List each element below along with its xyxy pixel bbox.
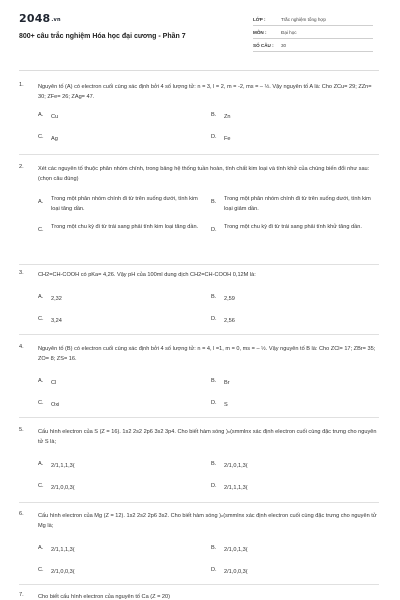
option-b[interactable] — [211, 545, 248, 555]
option-letter: A. — [38, 378, 44, 384]
option-letter: B. — [211, 461, 217, 467]
option-text: Cu — [51, 114, 59, 120]
question-number: 7. — [19, 592, 24, 598]
meta-row-subject — [253, 26, 373, 39]
option-c[interactable] — [38, 134, 58, 144]
logo-suffix: .vn — [51, 17, 61, 23]
meta-key: SỐ CÂU : — [253, 42, 274, 48]
option-b[interactable] — [211, 378, 230, 388]
option-d[interactable] — [211, 134, 231, 144]
option-text: 2/1,1,1,3( — [51, 463, 75, 469]
meta-value: 30 — [281, 42, 287, 48]
meta-key: LỚP : — [253, 16, 266, 22]
option-text: Trong một chu kỳ đi từ trái sang phải tính khử tăng dần. — [224, 224, 362, 230]
option-text: 2/1,0,0,3( — [51, 485, 75, 491]
option-d[interactable] — [211, 400, 228, 410]
question-separator — [19, 264, 379, 265]
option-text: 3,24 — [51, 318, 62, 324]
option-letter: C. — [38, 227, 44, 233]
question-text: Xét các nguyên tố thuộc phân nhóm chính, trong bảng hệ thống tuần hoàn, tính chất kim loại và tính khử của chúng biến đổi như sau: (chọn câu đúng) — [38, 166, 370, 182]
question-5 — [19, 427, 379, 491]
option-text: Trong một chu kỳ đi từ trái sang phải tính kim loại tăng dần. — [51, 224, 199, 230]
option-letter: C. — [38, 483, 44, 489]
option-letter: D. — [211, 316, 217, 322]
option-a[interactable] — [38, 294, 62, 304]
option-text: 2/1,1,1,3( — [51, 547, 75, 553]
document-title: 800+ câu trắc nghiệm Hóa học đại cương - Phần 7 — [19, 33, 186, 40]
meta-value: Đại học — [281, 29, 297, 35]
question-separator — [19, 154, 379, 155]
option-d[interactable] — [211, 567, 248, 577]
option-text: Br — [224, 380, 230, 386]
options — [38, 531, 379, 575]
logo-text: 2048 — [19, 12, 51, 25]
option-text: Oxi — [51, 402, 60, 408]
option-letter: C. — [38, 316, 44, 322]
option-text: Trong một phân nhóm chính đi từ trên xuống dưới, tính kim loại giảm dần. — [224, 196, 371, 212]
option-letter: D. — [211, 227, 217, 233]
options — [38, 364, 379, 408]
question-number: 5. — [19, 427, 24, 433]
option-text: 2/1,0,0,3( — [224, 569, 248, 575]
option-c[interactable] — [38, 400, 59, 410]
question-number: 3. — [19, 270, 24, 276]
option-d[interactable] — [211, 316, 235, 326]
question-3 — [19, 270, 379, 324]
option-c[interactable] — [38, 483, 75, 493]
question-2 — [19, 164, 379, 244]
option-text: 2/1,0,1,3( — [224, 547, 248, 553]
option-a[interactable] — [38, 378, 56, 388]
option-letter: B. — [211, 545, 217, 551]
question-separator — [19, 502, 379, 503]
option-letter: C. — [38, 134, 44, 140]
option-c[interactable] — [38, 316, 62, 326]
options — [38, 184, 379, 244]
option-text: Fe — [224, 136, 231, 142]
options — [38, 102, 379, 146]
option-text: 2/1,0,0,3( — [51, 569, 75, 575]
option-text: Trong một phân nhóm chính đi từ trên xuống dưới, tính kim loại tăng dần. — [51, 196, 198, 212]
option-c[interactable] — [38, 567, 75, 577]
question-text: Nguyên tố (A) có electron cuối cùng xác định bởi 4 số lượng tử: n = 3, l = 2, m = -2, ms = – ½. Vậy nguyên tố A là: Cho ZCu= 29; ZZn= 30; ZFe= 26; ZAg= 47. — [38, 84, 372, 100]
option-a[interactable] — [38, 545, 75, 555]
option-letter: A. — [38, 545, 44, 551]
option-text: Zn — [224, 114, 231, 120]
question-4 — [19, 344, 379, 408]
question-number: 2. — [19, 164, 24, 170]
question-7 — [19, 592, 379, 600]
option-letter: D. — [211, 483, 217, 489]
question-1 — [19, 82, 379, 146]
option-letter: B. — [211, 378, 217, 384]
option-c[interactable] — [38, 222, 203, 233]
options — [38, 447, 379, 491]
option-b[interactable] — [211, 294, 235, 304]
option-text: 2,32 — [51, 296, 62, 302]
question-6 — [19, 511, 379, 575]
option-letter: A. — [38, 112, 44, 118]
option-b[interactable] — [211, 112, 231, 122]
option-d[interactable] — [211, 483, 248, 493]
question-separator — [19, 584, 379, 585]
option-letter: D. — [211, 134, 217, 140]
meta-value: Trắc nghiệm tổng hợp — [281, 16, 326, 22]
option-b[interactable] — [211, 461, 248, 471]
question-text: CH2=CH-COOH có pKa= 4,26. Vậy pH của 100ml dung dịch CH2=CH-COOH 0,12M là: — [38, 272, 256, 278]
question-text: Cấu hình electron của S (Z = 16). 1s2 2s2 2p6 3s2 3p4. Cho biết hàm sóng )ₙ(smmlnx xác định electron cuối cùng đặc trưng cho nguyên tử S là; — [38, 429, 377, 445]
header-divider — [19, 70, 379, 71]
option-letter: D. — [211, 567, 217, 573]
question-separator — [19, 417, 379, 418]
question-text: Cấu hình electron của Mg (Z = 12). 1s2 2s2 2p6 3s2. Cho biết hàm sóng )ₙ(smmlnx xác định electron cuối cùng đặc trưng cho nguyên tử Mg là; — [38, 513, 377, 529]
option-letter: B. — [211, 112, 217, 118]
option-letter: A. — [38, 461, 44, 467]
option-letter: B. — [211, 199, 217, 205]
option-letter: C. — [38, 400, 44, 406]
option-a[interactable] — [38, 461, 75, 471]
question-number: 4. — [19, 344, 24, 350]
option-a[interactable] — [38, 194, 203, 214]
question-separator — [19, 334, 379, 335]
option-text: 2,56 — [224, 318, 235, 324]
question-number: 6. — [19, 511, 24, 517]
option-text: 2,59 — [224, 296, 235, 302]
option-a[interactable] — [38, 112, 58, 122]
option-letter: B. — [211, 294, 217, 300]
option-text: Cl — [51, 380, 57, 386]
option-letter: A. — [38, 199, 44, 205]
options — [38, 280, 379, 324]
question-text: Nguyên tố (B) có electron cuối cùng xác định bởi 4 số lượng tử: n = 4, l =1, m = 0, ms = – ½. Vậy nguyên tố B là: Cho ZCl= 17; ZBr= 35; ZO= 8; ZS= 16. — [38, 346, 376, 362]
question-text: Cho biết cấu hình electron của nguyên tố Ca (Z = 20) — [38, 594, 170, 600]
option-text: Ag — [51, 136, 58, 142]
option-letter: D. — [211, 400, 217, 406]
option-letter: C. — [38, 567, 44, 573]
meta-table — [253, 13, 373, 52]
meta-row-class — [253, 13, 373, 26]
site-logo[interactable] — [19, 12, 61, 25]
page-header — [0, 0, 400, 66]
option-b[interactable] — [211, 194, 376, 214]
option-letter: A. — [38, 294, 44, 300]
meta-row-count — [253, 39, 373, 52]
question-number: 1. — [19, 82, 24, 88]
option-text: 2/1,0,1,3( — [224, 463, 248, 469]
option-d[interactable] — [211, 222, 376, 233]
meta-key: MÔN : — [253, 29, 267, 35]
option-text: S — [224, 402, 228, 408]
option-text: 2/1,1,1,3( — [224, 485, 248, 491]
